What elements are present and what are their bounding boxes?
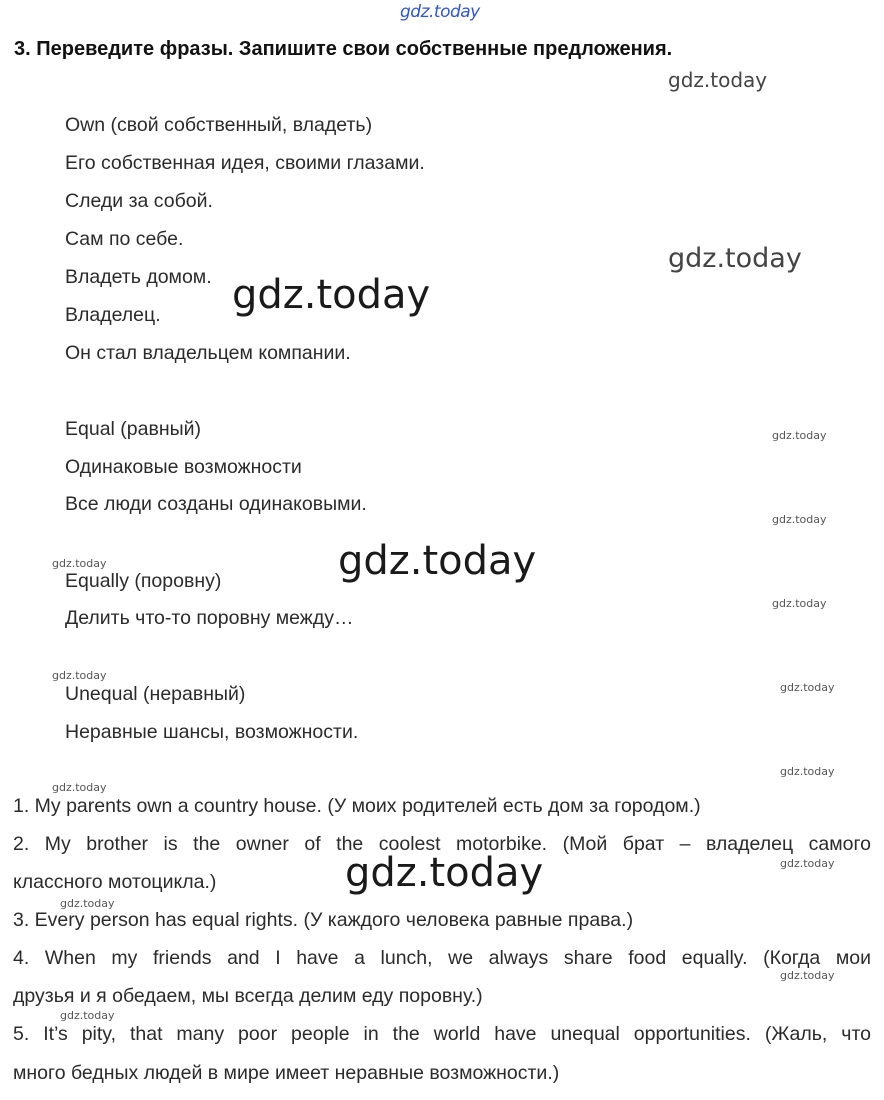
phrase-line: Одинаковые возможности [65,456,302,478]
sentence-line: 5. It’s pity, that many poor people in the world have unequal opportunities. (Жаль, что [13,1023,871,1045]
watermark: gdz.today [780,681,835,694]
phrase-line: Equal (равный) [65,418,202,440]
sentence-line: друзья и я обедаем, мы всегда делим еду поровну.) [13,985,483,1007]
phrase-line: Его собственная идея, своими глазами. [65,152,425,174]
sentence-line: 2. My brother is the owner of the coolest motorbike. (Мой брат – владелец самого [13,833,871,855]
watermark: gdz.today [338,538,537,584]
phrase-line: Он стал владельцем компании. [65,342,351,364]
task-title: 3. Переведите фразы. Запишите свои собственные предложения. [14,38,673,60]
watermark: gdz.today [780,765,835,778]
watermark: gdz.today [60,1009,115,1022]
phrase-line: Владеть домом. [65,266,212,288]
watermark: gdz.today [780,857,835,870]
watermark: gdz.today [780,969,835,982]
phrase-line: Владелец. [65,304,161,326]
phrase-line: Own (свой собственный, владеть) [65,114,373,136]
phrase-line: Unequal (неравный) [65,683,246,705]
watermark: gdz.today [772,513,827,526]
watermark: gdz.today [668,243,802,274]
sentence-line: классного мотоцикла.) [13,871,217,893]
watermark: gdz.today [345,850,544,896]
phrase-line: Equally (поровну) [65,570,222,592]
sentence-line: 4. When my friends and I have a lunch, we always share food equally. (Когда мои [13,947,871,969]
sentence-line: 1. My parents own a country house. (У моих родителей есть дом за городом.) [13,795,701,817]
watermark: gdz.today [52,781,107,794]
watermark: gdz.today [668,68,768,92]
phrase-line: Неравные шансы, возможности. [65,721,359,743]
watermark: gdz.today [772,429,827,442]
watermark: gdz.today [52,557,107,570]
watermark: gdz.today [232,272,431,318]
sentence-line: много бедных людей в мире имеет неравные возможности.) [13,1062,560,1084]
watermark: gdz.today [52,669,107,682]
phrase-line: Делить что-то поровну между… [65,607,354,629]
top-watermark: gdz.today [400,2,480,22]
phrase-line: Следи за собой. [65,190,213,212]
phrase-line: Все люди созданы одинаковыми. [65,493,367,515]
sentence-line: 3. Every person has equal rights. (У каждого человека равные права.) [13,909,634,931]
phrase-line: Сам по себе. [65,228,184,250]
watermark: gdz.today [60,897,115,910]
watermark: gdz.today [772,597,827,610]
